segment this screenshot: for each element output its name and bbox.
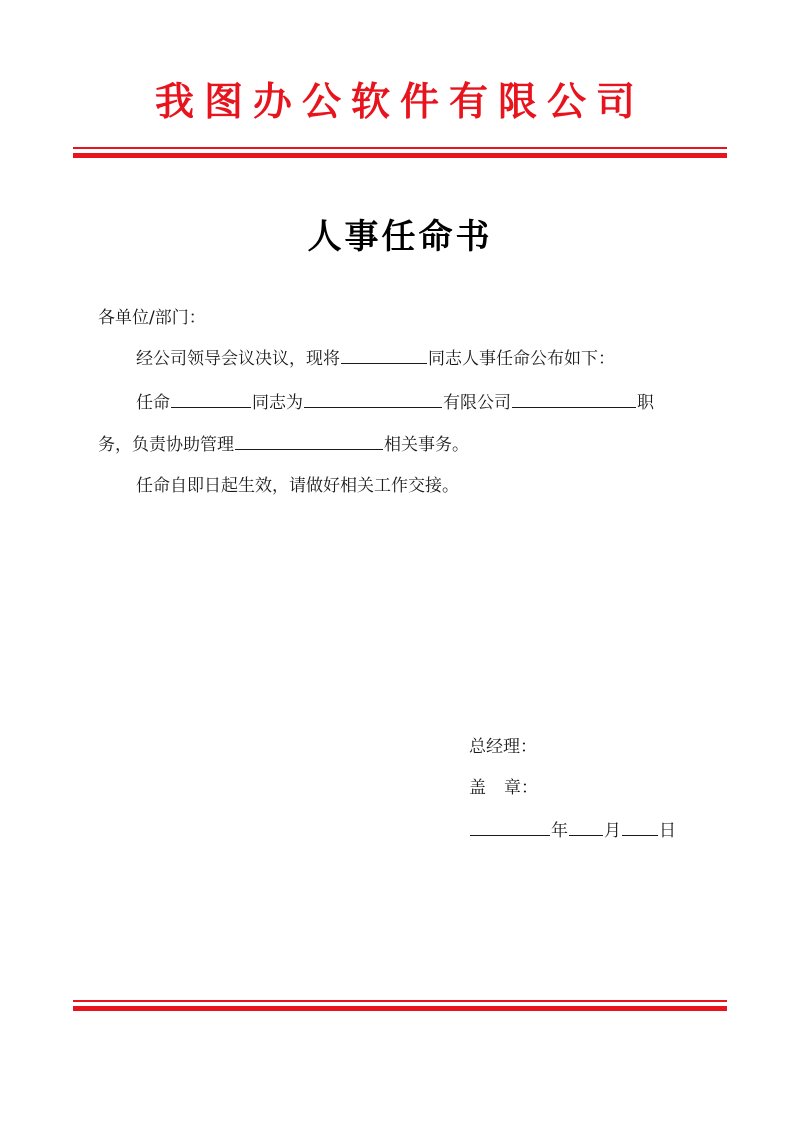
seal-line [469,776,538,800]
blank-day[interactable] [622,818,658,836]
blank-appointee-name[interactable] [171,390,251,408]
seal-label-char1: 盖 [469,778,486,798]
letterhead-rule-thick-top [73,153,727,158]
paragraph-2-line-2 [98,432,469,457]
para2-text-b: 同志为 [252,393,303,413]
seal-label-char2: 章： [504,778,538,798]
year-label: 年 [551,821,568,841]
date-line [469,818,676,843]
blank-person-name[interactable] [341,346,427,364]
blank-position[interactable] [512,390,636,408]
para2-text-e: 务，负责协助管理 [98,435,234,455]
blank-managed-area[interactable] [235,432,383,450]
day-label: 日 [659,821,676,841]
paragraph-3 [136,474,459,498]
letterhead-rule-thin-bottom [73,1000,727,1002]
document-title: 人事任命书 [307,217,493,257]
para3-text: 任命自即日起生效，请做好相关工作交接。 [136,476,459,496]
para1-text-b: 同志人事任命公布如下： [428,349,615,369]
manager-label: 总经理： [469,737,537,757]
para2-text-f: 相关事务。 [384,435,469,455]
para1-text-a: 经公司领导会议决议，现将 [136,349,340,369]
letterhead-rule-thin-top [73,147,727,149]
para2-text-d: 职 [637,393,654,413]
month-label: 月 [604,821,621,841]
company-letterhead: 我图办公软件有限公司 [154,80,645,125]
blank-year[interactable] [470,818,550,836]
para2-text-a: 任命 [136,393,170,413]
blank-month[interactable] [569,818,603,836]
blank-company-name[interactable] [304,390,442,408]
paragraph-1 [136,346,615,371]
salutation-text: 各单位/部门： [98,308,206,328]
paragraph-2-line-1 [136,390,654,415]
manager-signature-line [469,735,537,759]
para2-text-c: 有限公司 [443,393,511,413]
letterhead-rule-thick-bottom [73,1006,727,1011]
salutation [98,306,206,330]
